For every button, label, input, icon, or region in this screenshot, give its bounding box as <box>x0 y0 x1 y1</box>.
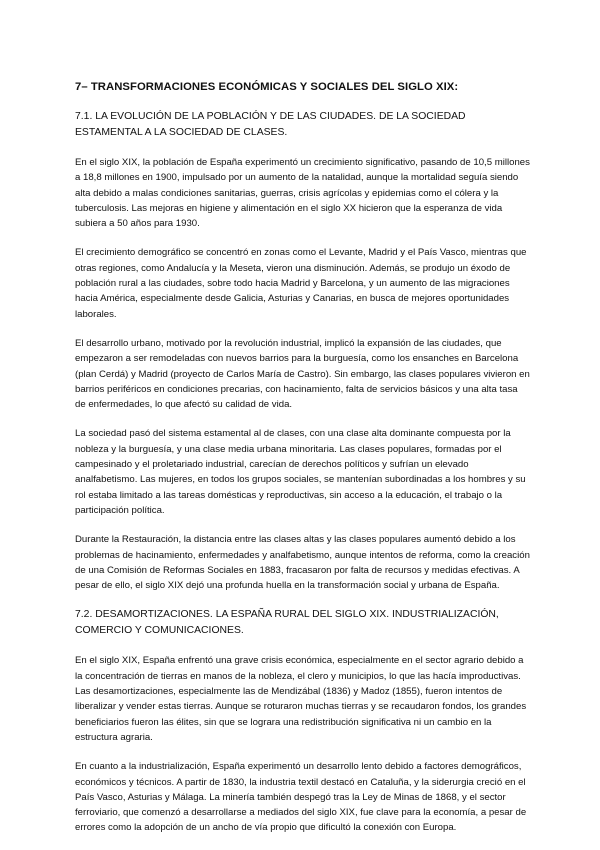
paragraph: En el siglo XIX, España enfrentó una grave crisis económica, especialmente en el sector agrario debido a la concentración de tierras en manos de la nobleza, el clero y municipios, lo que las hacía improductivas. Las desamortizaciones, especialmente las de Mendizábal (1836) y Madoz (1855), fueron intentos de liberalizar y vender estas tierras. Aunque se roturaron muchas tierras y se recaudaron fondos, los grandes beneficiarios fueron las élites, sin que se lograra una redistribución significativa ni un cambio en la estructura agraria. <box>75 655 527 743</box>
paragraph: Durante la Restauración, la distancia entre las clases altas y las clases populares aumentó debido a los problemas de hacinamiento, enfermedades y analfabetismo, aunque intentos de reforma, como la creación de una Comisión de Reformas Sociales en 1883, fracasaron por falta de recursos y medidas efectivas. A pesar de ello, el siglo XIX dejó una profunda huella en la transformación social y urbana de España. <box>75 534 530 592</box>
paragraph: En el siglo XIX, la población de España experimentó un crecimiento significativo, pasando de 10,5 millones a 18,8 millones en 1900, impulsado por un aumento de la natalidad, aunque la mortalidad seguía siendo alta debido a malas condiciones sanitarias, guerras, crisis agrícolas y epidemias como el cólera y la tuberculosis. Las mejoras en higiene y alimentación en el siglo XX hicieron que la esperanza de vida subiera a 50 años para 1930. <box>75 157 530 230</box>
paragraph: La sociedad pasó del sistema estamental al de clases, con una clase alta dominante compuesta por la nobleza y la burguesía, y una clase media urbana minoritaria. Las clases populares, formadas por el campesinado y el proletariado industrial, carecían de derechos políticos y sufrían un elevado analfabetismo. Las mujeres, en todos los grupos sociales, se mantenían subordinadas a los hombres y su rol estaba limitado a las tareas domésticas y reproductivas, sin acceso a la educación, el trabajo o la participación política. <box>75 428 526 516</box>
document-title: 7– TRANSFORMACIONES ECONÓMICAS Y SOCIALES DEL SIGLO XIX: <box>75 81 459 93</box>
section-heading-7-1: 7.1. LA EVOLUCIÓN DE LA POBLACIÓN Y DE LAS CIUDADES. DE LA SOCIEDAD ESTAMENTAL A LA SOCIEDAD DE CLASES. <box>75 111 466 138</box>
paragraph: El crecimiento demográfico se concentró en zonas como el Levante, Madrid y el País Vasco, mientras que otras regiones, como Andalucía y la Meseta, vieron una disminución. Además, se produjo un éxodo de población rural a las ciudades, sobre todo hacia Madrid y Barcelona, y un aumento de las migraciones hacia América, especialmente desde Galicia, Asturias y Canarias, en busca de mejores oportunidades laborales. <box>75 247 527 320</box>
section-heading-7-2: 7.2. DESAMORTIZACIONES. LA ESPAÑA RURAL DEL SIGLO XIX. INDUSTRIALIZACIÓN, COMERCIO Y COMUNICACIONES. <box>75 609 499 636</box>
paragraph: El desarrollo urbano, motivado por la revolución industrial, implicó la expansión de las ciudades, que empezaron a ser remodeladas con nuevos barrios para la burguesía, como los ensanches en Barcelona (plan Cerdá) y Madrid (proyecto de Carlos María de Castro). Sin embargo, las clases populares vivieron en barrios periféricos en condiciones precarias, con hacinamiento, falta de servicios básicos y una alta tasa de enfermedades, lo que afectó su calidad de vida. <box>75 337 530 411</box>
paragraph: En cuanto a la industrialización, España experimentó un desarrollo lento debido a factores demográficos, económicos y técnicos. A partir de 1830, la industria textil destacó en Cataluña, y la siderurgia creció en el País Vasco, Asturias y Málaga. La minería también despegó tras la Ley de Minas de 1868, y el sector ferroviario, que comenzó a desarrollarse a mediados del siglo XIX, fue clave para la economía, a pesar de errores como la adopción de un ancho de vía propio que dificultó la conexión con Europa. <box>75 761 527 834</box>
document-page <box>75 80 530 850</box>
